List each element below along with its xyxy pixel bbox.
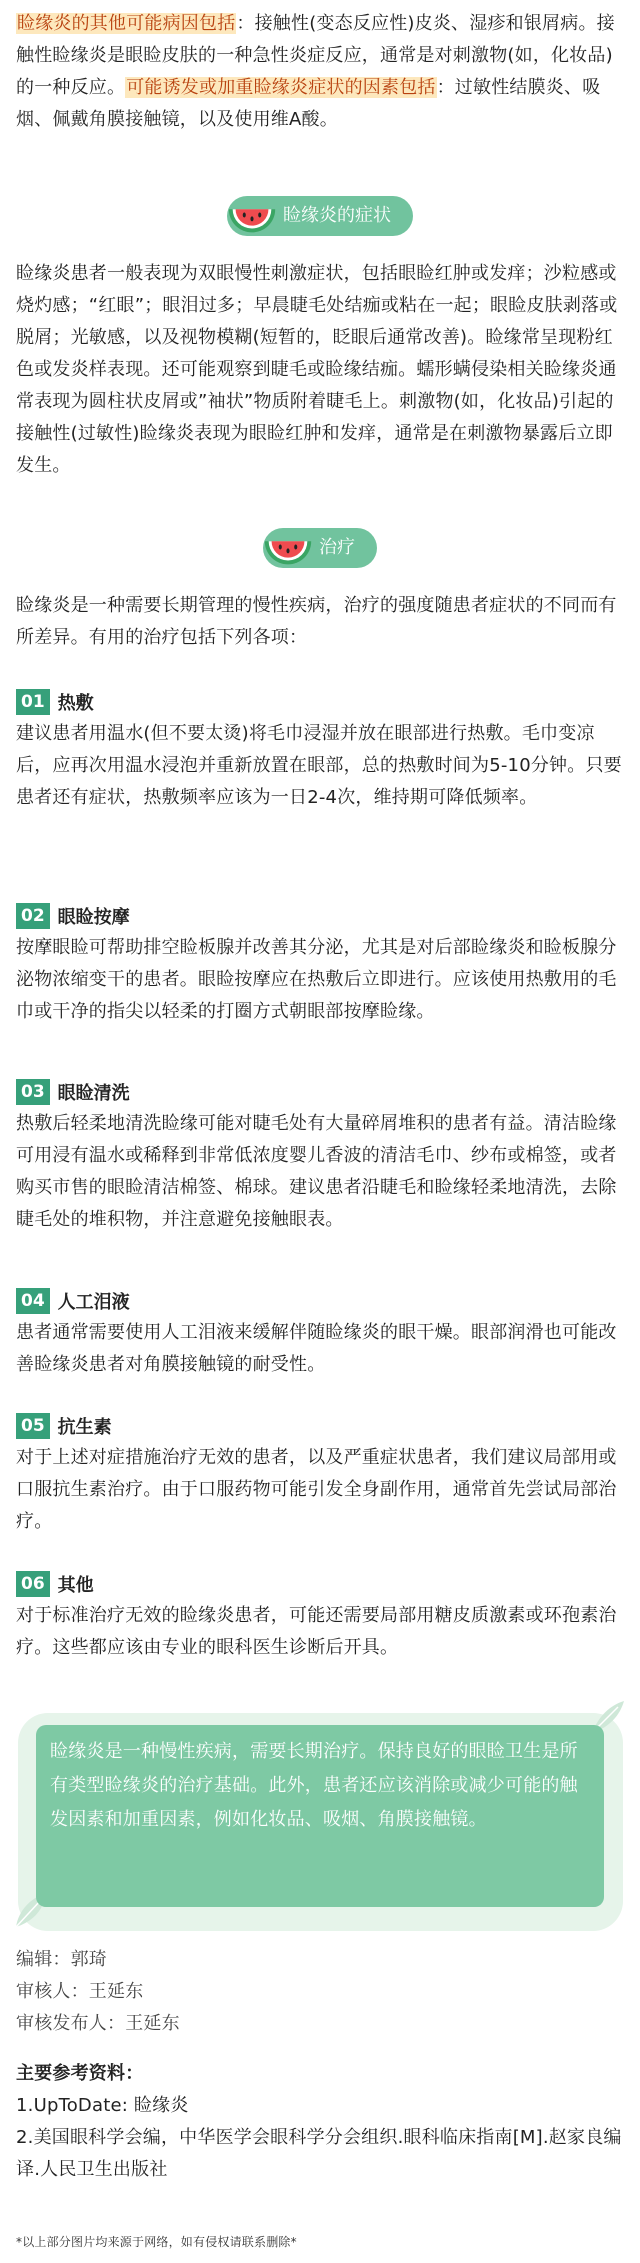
treatment-item (16, 1410, 624, 1538)
treatment-item (16, 1285, 624, 1381)
summary-card (36, 1725, 604, 1907)
treatment-item-body: 对于上述对症措施治疗无效的患者，以及严重症状患者，我们建议局部用或口服抗生素治疗。由于口服药物可能引发全身副作用，通常首先尝试局部治疗。 (16, 1447, 617, 1532)
treatment-item-title: 抗生素 (57, 1417, 112, 1438)
image-source-footnote: *以上部分图片均来源于网络，如有侵权请联系删除* (16, 2235, 297, 2249)
summary-text: 睑缘炎是一种慢性疾病，需要长期治疗。保持良好的眼睑卫生是所有类型睑缘炎的治疗基础。此外，患者还应该消除或减少可能的触发因素和加重因素，例如化妆品、吸烟、角膜接触镜。 (50, 1741, 578, 1830)
treatment-title: 治疗 (319, 537, 355, 558)
treatment-item-number: 05 (16, 1413, 50, 1439)
treatment-item-body: 建议患者用温水(但不要太烫)将毛巾浸湿并放在眼部进行热敷。毛巾变凉后，应再次用温水浸泡并重新放置在眼部，总的热敷时间为5-10分钟。只要患者还有症状，热敷频率应该为一日2-4次，维持期可降低频率。 (16, 723, 622, 808)
reference-item: 1.UpToDate: 睑缘炎 (16, 2095, 189, 2116)
summary-box (10, 1697, 630, 1937)
treatment-item (16, 1076, 624, 1236)
intro-highlight-causes: 睑缘炎的其他可能病因包括 (17, 13, 236, 34)
credits-section (16, 1944, 624, 2040)
footnote-section (16, 2232, 624, 2252)
treatment-item-header (16, 1285, 624, 1317)
publisher-credit: 审核发布人：王延东 (16, 2013, 180, 2034)
treatment-item (16, 900, 624, 1028)
intro-text-factors: ：过敏性结膜炎、吸烟、佩戴角膜接触镜，以及使用维A酸。 (16, 77, 601, 130)
treatment-intro-section (16, 590, 624, 654)
symptoms-pill (227, 196, 413, 236)
reference-item: 2.美国眼科学会编，中华医学会眼科学分会组织.眼科临床指南[M].赵家良编译.人民卫生出版社 (16, 2127, 622, 2180)
intro-highlight-factors: 可能诱发或加重睑缘炎症状的因素包括 (126, 77, 436, 98)
treatment-item-body: 对于标准治疗无效的睑缘炎患者，可能还需要局部用糖皮质激素或环孢素治疗。这些都应该由专业的眼科医生诊断后开具。 (16, 1605, 617, 1658)
treatment-heading (0, 528, 640, 568)
watermelon-icon (259, 518, 317, 576)
symptoms-paragraph: 睑缘炎患者一般表现为双眼慢性刺激症状，包括眼睑红肿或发痒；沙粒感或烧灼感；“红眼”；眼泪过多；早晨睫毛处结痂或粘在一起；眼睑皮肤剥落或脱屑；光敏感，以及视物模糊(短暂的，眨眼后通常改善)。睑缘常呈现粉红色或发炎样表现。还可能观察到睫毛或睑缘结痂。蠕形螨侵染相关睑缘炎通常表现为圆柱状皮屑或”袖状”物质附着睫毛上。刺激物(如，化妆品)引起的接触性(过敏性)睑缘炎表现为眼睑红肿和发痒，通常是在刺激物暴露后立即发生。 (16, 263, 618, 476)
symptoms-section (16, 258, 624, 482)
treatment-item-body: 按摩眼睑可帮助排空睑板腺并改善其分泌，尤其是对后部睑缘炎和睑板腺分泌物浓缩变干的患者。眼睑按摩应在热敷后立即进行。应该使用热敷用的毛巾或干净的指尖以轻柔的打圈方式朝眼部按摩睑缘。 (16, 937, 617, 1022)
treatment-item-title: 热敷 (57, 693, 94, 714)
reviewer-credit: 审核人：王延东 (16, 1981, 144, 2002)
treatment-item-number: 04 (16, 1288, 50, 1314)
symptoms-title: 睑缘炎的症状 (283, 205, 391, 226)
treatment-item-header (16, 900, 624, 932)
treatment-item-number: 03 (16, 1079, 50, 1105)
symptoms-heading (0, 196, 640, 236)
treatment-item-header (16, 1410, 624, 1442)
treatment-pill (263, 528, 377, 568)
treatment-item-body: 患者通常需要使用人工泪液来缓解伴随睑缘炎的眼干燥。眼部润滑也可能改善睑缘炎患者对角膜接触镜的耐受性。 (16, 1322, 617, 1375)
treatment-item-title: 其他 (57, 1575, 94, 1596)
intro-section (16, 8, 624, 136)
treatment-item (16, 686, 624, 814)
references-section (16, 2058, 624, 2186)
treatment-item-number: 01 (16, 689, 50, 715)
intro-text-causes: ：接触性(变态反应性)皮炎、湿疹和银屑病。接触性睑缘炎是眼睑皮肤的一种急性炎症反应，通常是对刺激物(如，化妆品)的一种反应。 (16, 13, 615, 98)
treatment-item-title: 眼睑按摩 (57, 907, 130, 928)
treatment-item-number: 02 (16, 903, 50, 929)
treatment-item-header (16, 1568, 624, 1600)
editor-credit: 编辑：郭琦 (16, 1949, 107, 1970)
treatment-item-number: 06 (16, 1571, 50, 1597)
watermelon-icon (223, 186, 281, 244)
references-heading: 主要参考资料： (16, 2063, 144, 2084)
treatment-item-header (16, 1076, 624, 1108)
treatment-item-body: 热敷后轻柔地清洗睑缘可能对睫毛处有大量碎屑堆积的患者有益。清洁睑缘可用浸有温水或稀释到非常低浓度婴儿香波的清洁毛巾、纱布或棉签，或者购买市售的眼睑清洁棉签、棉球。建议患者沿睫毛和睑缘轻柔地清洗，去除睫毛处的堆积物，并注意避免接触眼表。 (16, 1113, 617, 1230)
treatment-item-title: 眼睑清洗 (57, 1083, 130, 1104)
treatment-item-title: 人工泪液 (57, 1292, 130, 1313)
intro-paragraph (16, 8, 624, 136)
treatment-item (16, 1568, 624, 1664)
treatment-item-header (16, 686, 624, 718)
treatment-intro-paragraph: 睑缘炎是一种需要长期管理的慢性疾病，治疗的强度随患者症状的不同而有所差异。有用的治疗包括下列各项： (16, 595, 617, 648)
